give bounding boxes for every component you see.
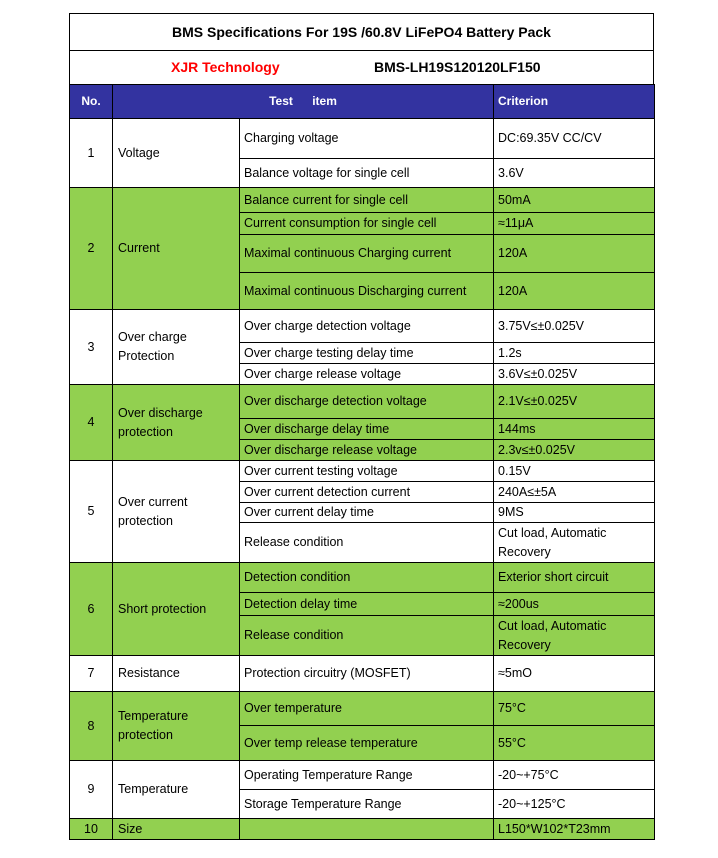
criterion-value: 2.1V≤±0.025V xyxy=(494,385,655,419)
header-no: No. xyxy=(70,85,113,119)
criterion-value: ≈5mO xyxy=(494,656,655,692)
company-name: XJR Technology xyxy=(171,59,280,75)
row-number: 2 xyxy=(70,188,113,310)
table-row xyxy=(70,656,655,692)
criterion-value: 3.6V xyxy=(494,159,655,188)
row-number: 9 xyxy=(70,761,113,819)
item-name: Resistance xyxy=(113,656,240,692)
row-number: 4 xyxy=(70,385,113,461)
criterion-value: 0.15V xyxy=(494,461,655,482)
sub-item-name: Detection delay time xyxy=(240,593,494,616)
criterion-value: 144ms xyxy=(494,419,655,440)
spec-sheet xyxy=(69,13,654,840)
row-number: 10 xyxy=(70,819,113,840)
sub-item-name: Balance voltage for single cell xyxy=(240,159,494,188)
sub-item-name: Maximal continuous Charging current xyxy=(240,235,494,273)
criterion-value: DC:69.35V CC/CV xyxy=(494,119,655,159)
criterion-value: 1.2s xyxy=(494,343,655,364)
table-row xyxy=(70,310,655,343)
criterion-value: 50mA xyxy=(494,188,655,213)
row-number: 1 xyxy=(70,119,113,188)
criterion-value: 9MS xyxy=(494,503,655,523)
model-number: BMS-LH19S120120LF150 xyxy=(374,59,541,75)
criterion-value: 3.6V≤±0.025V xyxy=(494,364,655,385)
sub-item-name: Over charge testing delay time xyxy=(240,343,494,364)
table-row xyxy=(70,188,655,213)
criterion-value: Cut load, Automatic Recovery xyxy=(494,523,655,563)
sub-item-name: Over charge release voltage xyxy=(240,364,494,385)
sub-item-name: Over current detection current xyxy=(240,482,494,503)
sub-item-name: Over temperature xyxy=(240,692,494,726)
criterion-value: Exterior short circuit xyxy=(494,563,655,593)
item-name: Current xyxy=(113,188,240,310)
item-name: Over charge Protection xyxy=(113,310,240,385)
item-name: Size xyxy=(113,819,240,840)
row-number: 7 xyxy=(70,656,113,692)
table-row xyxy=(70,461,655,482)
sub-item-name: Over charge detection voltage xyxy=(240,310,494,343)
header-test-item: Test item xyxy=(113,85,494,119)
criterion-value: 75°C xyxy=(494,692,655,726)
table-row xyxy=(70,119,655,159)
spec-table xyxy=(69,84,655,840)
document-title: BMS Specifications For 19S /60.8V LiFePO4 Battery Pack xyxy=(69,13,654,50)
sub-item-name: Over discharge delay time xyxy=(240,419,494,440)
row-number: 6 xyxy=(70,563,113,656)
sub-item-name: Over current delay time xyxy=(240,503,494,523)
criterion-value: -20~+125°C xyxy=(494,790,655,819)
criterion-value: Cut load, Automatic Recovery xyxy=(494,616,655,656)
subtitle-bar xyxy=(69,50,654,84)
sub-item-name: Release condition xyxy=(240,616,494,656)
item-name: Temperature xyxy=(113,761,240,819)
sub-item-name xyxy=(240,819,494,840)
table-header-row xyxy=(70,85,655,119)
criterion-value: 240A≤±5A xyxy=(494,482,655,503)
criterion-value: L150*W102*T23mm xyxy=(494,819,655,840)
criterion-value: ≈200us xyxy=(494,593,655,616)
sub-item-name: Over current testing voltage xyxy=(240,461,494,482)
row-number: 5 xyxy=(70,461,113,563)
criterion-value: 120A xyxy=(494,273,655,310)
row-number: 8 xyxy=(70,692,113,761)
header-criterion: Criterion xyxy=(494,85,655,119)
item-name: Short protection xyxy=(113,563,240,656)
sub-item-name: Detection condition xyxy=(240,563,494,593)
criterion-value: ≈11μA xyxy=(494,213,655,235)
sub-item-name: Over discharge release voltage xyxy=(240,440,494,461)
sub-item-name: Over discharge detection voltage xyxy=(240,385,494,419)
table-row xyxy=(70,563,655,593)
criterion-value: 120A xyxy=(494,235,655,273)
sub-item-name: Maximal continuous Discharging current xyxy=(240,273,494,310)
criterion-value: 3.75V≤±0.025V xyxy=(494,310,655,343)
criterion-value: -20~+75°C xyxy=(494,761,655,790)
item-name: Temperature protection xyxy=(113,692,240,761)
sub-item-name: Over temp release temperature xyxy=(240,726,494,761)
table-row xyxy=(70,385,655,419)
table-row xyxy=(70,761,655,790)
table-row xyxy=(70,819,655,840)
row-number: 3 xyxy=(70,310,113,385)
table-row xyxy=(70,692,655,726)
sub-item-name: Storage Temperature Range xyxy=(240,790,494,819)
item-name: Voltage xyxy=(113,119,240,188)
item-name: Over current protection xyxy=(113,461,240,563)
criterion-value: 55°C xyxy=(494,726,655,761)
sub-item-name: Balance current for single cell xyxy=(240,188,494,213)
sub-item-name: Release condition xyxy=(240,523,494,563)
sub-item-name: Operating Temperature Range xyxy=(240,761,494,790)
sub-item-name: Protection circuitry (MOSFET) xyxy=(240,656,494,692)
criterion-value: 2.3v≤±0.025V xyxy=(494,440,655,461)
item-name: Over discharge protection xyxy=(113,385,240,461)
sub-item-name: Current consumption for single cell xyxy=(240,213,494,235)
sub-item-name: Charging voltage xyxy=(240,119,494,159)
